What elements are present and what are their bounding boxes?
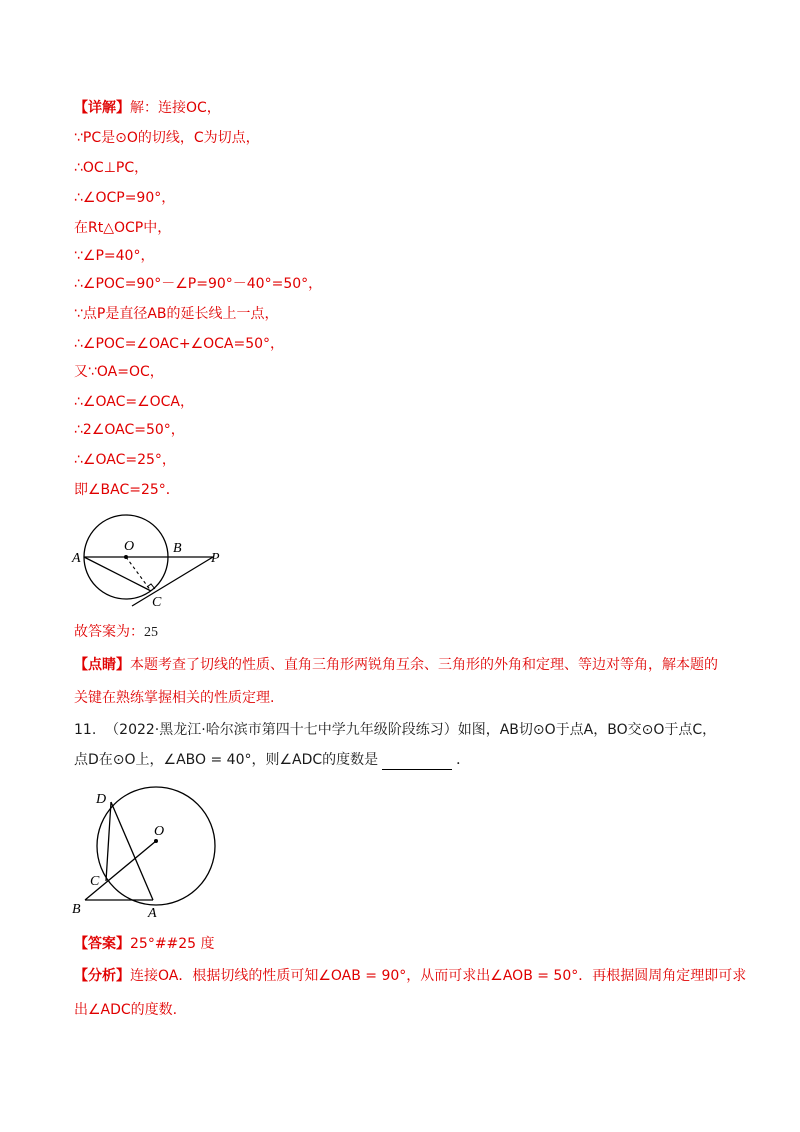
figure-circle-abo [70,785,240,925]
line-bo [85,841,156,900]
question-line-1 [74,720,716,740]
answer-tag: 【答案】 [74,936,130,952]
label-o: O [124,539,135,554]
line-ac [84,557,151,591]
answer-prefix: 故答案为： [74,624,144,640]
line-oc-dashed [126,557,151,591]
label-o2: O [154,824,165,839]
solution-line-2: ∵PC是⊙O的切线，C为切点， [74,130,260,146]
answer-text: 25°##25 度 [130,936,215,952]
solution-line-10: 又∵OA=OC， [74,364,164,380]
solution-line-14: 即∠BAC=25°． [74,482,180,498]
comment-tag: 【点睛】 [74,657,130,673]
solution-line-13: ∴∠OAC=25°， [74,452,176,468]
solution-line-6: ∵∠P=40°， [74,248,155,264]
answer-value: 25 [144,625,158,640]
question-text-1: （2022·黑龙江·哈尔滨市第四十七中学九年级阶段练习）如图，AB切⊙O于点A，BO交⊙O于点C， [105,722,717,738]
comment-line-1 [74,655,718,675]
answer-section [74,934,215,954]
circle-o2 [97,787,215,905]
question-end: ． [456,752,471,768]
label-b: B [173,541,182,556]
question-number: 11. [74,722,97,738]
label-b2: B [72,902,81,917]
analysis-line-2: 出∠ADC的度数. [74,1002,178,1018]
center-dot [124,555,128,559]
solution-line-9: ∴∠POC=∠OAC+∠OCA=50°， [74,336,285,352]
solution-text: 解：连接OC， [130,100,221,116]
label-a2: A [148,906,157,921]
right-angle-mark [147,584,155,589]
label-p: P [211,551,220,566]
analysis-tag: 【分析】 [74,968,130,984]
solution-line-1 [74,98,221,118]
label-c: C [152,595,162,610]
solution-line-5: 在Rt△OCP中， [74,220,172,236]
analysis-text-1: 连接OA．根据切线的性质可知∠OAB = 90°，从而可求出∠AOB = 50°．再根据圆周角定理即可求 [130,968,747,984]
comment-text-1: 本题考查了切线的性质、直角三角形两锐角互余、三角形的外角和定理、等边对等角，解本题的 [130,657,718,673]
label-a: A [72,551,81,566]
label-c2: C [90,874,100,889]
answer-line [74,622,158,643]
solution-line-11: ∴∠OAC=∠OCA， [74,394,194,410]
solution-line-12: ∴2∠OAC=50°， [74,422,185,438]
question-text-2: 点D在⊙O上，∠ABO = 40°，则∠ADC的度数是 [74,752,379,768]
answer-blank [382,755,452,770]
question-line-2 [74,750,470,770]
center-dot-2 [154,839,158,843]
detail-tag: 【详解】 [74,100,130,116]
solution-line-7: ∴∠POC=90°－∠P=90°－40°=50°， [74,276,323,292]
figure-circle-tangent [70,500,310,620]
analysis-line-1 [74,966,746,986]
solution-line-3: ∴OC⊥PC， [74,160,149,176]
line-da [111,802,153,900]
solution-line-4: ∴∠OCP=90°， [74,190,176,206]
solution-line-8: ∵点P是直径AB的延长线上一点， [74,306,279,322]
label-d: D [96,792,107,807]
comment-line-2: 关键在熟练掌握相关的性质定理. [74,690,275,706]
